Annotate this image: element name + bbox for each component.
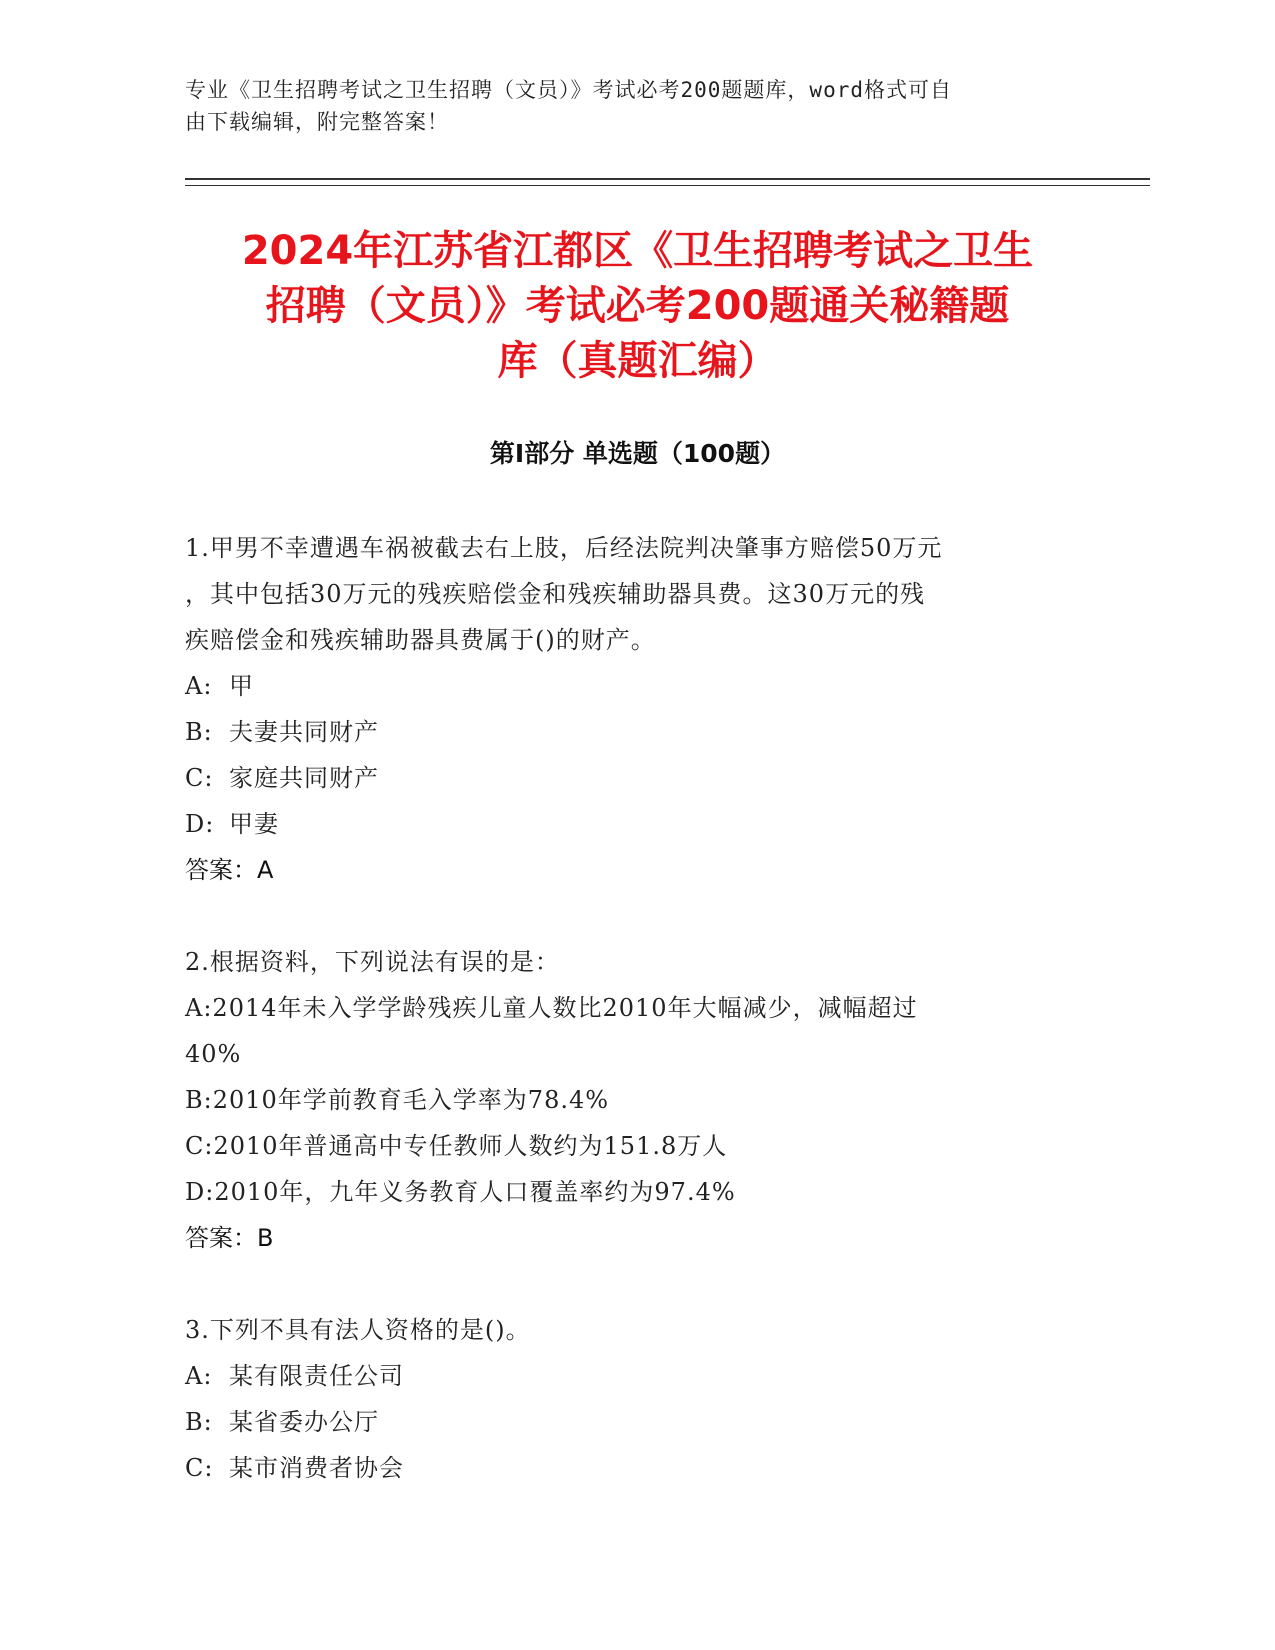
document-title-line: 2024年江苏省江都区《卫生招聘考试之卫生 bbox=[241, 228, 1034, 274]
answer-option bbox=[185, 709, 1085, 755]
answer-option bbox=[185, 985, 1085, 1031]
option-key: C: bbox=[185, 764, 214, 792]
answer-option bbox=[185, 755, 1085, 801]
answer-option bbox=[185, 801, 1085, 847]
header-divider-thick bbox=[185, 178, 1150, 180]
answer-option bbox=[185, 663, 1085, 709]
option-key: D: bbox=[185, 1178, 215, 1206]
document-title-line: 招聘（文员）》考试必考200题通关秘籍题 bbox=[265, 283, 1010, 329]
option-text: 40% bbox=[185, 1040, 242, 1068]
option-text: 某省委办公厅 bbox=[229, 1408, 379, 1436]
question-stem-line: 2.根据资料，下列说法有误的是： bbox=[185, 948, 560, 976]
document-title-line: 库（真题汇编） bbox=[497, 338, 778, 384]
option-key: A: bbox=[185, 672, 213, 700]
option-text: 2014年未入学学龄残疾儿童人数比2010年大幅减少，减幅超过 bbox=[212, 994, 918, 1022]
option-key: C: bbox=[185, 1132, 214, 1160]
option-key: A: bbox=[185, 1362, 213, 1390]
option-text: 某有限责任公司 bbox=[229, 1362, 404, 1390]
answer-option bbox=[185, 1123, 1085, 1169]
option-text: 2010年普通高中专任教师人数约为151.8万人 bbox=[213, 1132, 728, 1160]
question-stem-line: ，其中包括30万元的残疾赔偿金和残疾辅助器具费。这30万元的残 bbox=[185, 580, 926, 608]
header-divider-thin bbox=[185, 185, 1150, 186]
answer-option-continuation bbox=[185, 1031, 1085, 1077]
section-title: 第Ⅰ部分 单选题（100题） bbox=[489, 439, 786, 468]
question-stem-line: 1.甲男不幸遭遇车祸被截去右上肢，后经法院判决肇事方赔偿50万元 bbox=[185, 534, 943, 562]
option-key: B: bbox=[185, 718, 213, 746]
question-item bbox=[185, 939, 1085, 1261]
header-note bbox=[185, 74, 1065, 138]
option-text: 2010年学前教育毛入学率为78.4% bbox=[212, 1086, 610, 1114]
answer-option bbox=[185, 1077, 1085, 1123]
option-text: 某市消费者协会 bbox=[229, 1454, 404, 1482]
header-note-line: 专业《卫生招聘考试之卫生招聘（文员）》考试必考200题题库，word格式可自 bbox=[185, 78, 952, 102]
option-text: 家庭共同财产 bbox=[229, 764, 379, 792]
option-key: B: bbox=[185, 1086, 213, 1114]
question-list bbox=[185, 525, 1085, 1537]
answer-option bbox=[185, 1445, 1085, 1491]
option-text: 夫妻共同财产 bbox=[229, 718, 379, 746]
answer-option bbox=[185, 1353, 1085, 1399]
option-text: 2010年，九年义务教育人口覆盖率约为97.4% bbox=[214, 1178, 736, 1206]
option-key: C: bbox=[185, 1454, 214, 1482]
option-key: D: bbox=[185, 810, 215, 838]
question-answer: 答案：B bbox=[185, 1224, 274, 1252]
question-stem-line: 疾赔偿金和残疾辅助器具费属于()的财产。 bbox=[185, 626, 656, 654]
question-answer: 答案：A bbox=[185, 856, 274, 884]
question-stem-line: 3.下列不具有法人资格的是()。 bbox=[185, 1316, 531, 1344]
answer-option bbox=[185, 1399, 1085, 1445]
option-key: B: bbox=[185, 1408, 213, 1436]
answer-option bbox=[185, 1169, 1085, 1215]
option-key: A: bbox=[185, 994, 213, 1022]
document-title bbox=[185, 224, 1090, 389]
option-text: 甲 bbox=[229, 672, 254, 700]
question-item bbox=[185, 1307, 1085, 1491]
option-text: 甲妻 bbox=[229, 810, 279, 838]
header-note-line: 由下载编辑，附完整答案！ bbox=[185, 110, 449, 134]
question-item bbox=[185, 525, 1085, 893]
